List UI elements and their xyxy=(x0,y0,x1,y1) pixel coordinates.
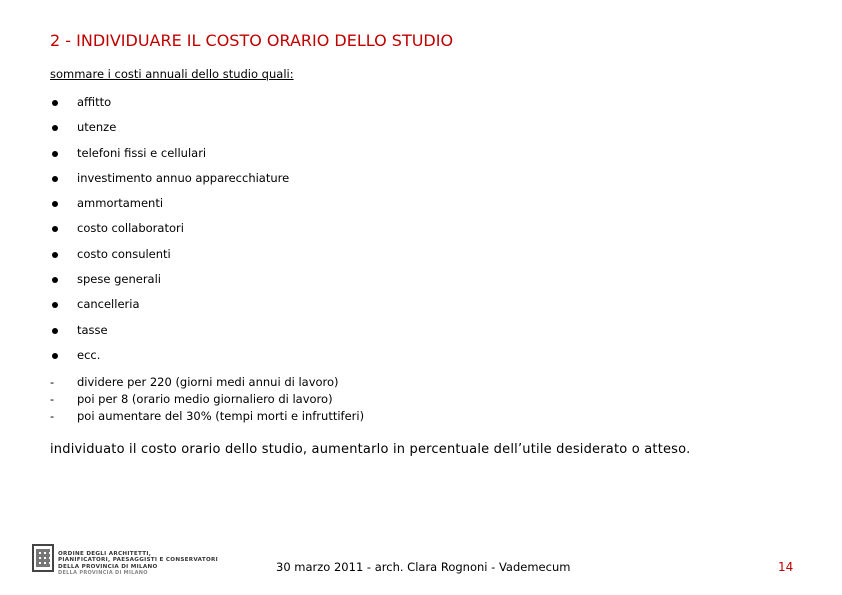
logo-line: ORDINE DEGLI ARCHITETTI, xyxy=(58,551,152,557)
list-item-label: spese generali xyxy=(77,272,161,287)
bullet-icon xyxy=(52,201,58,207)
list-item-label: ecc. xyxy=(77,347,101,362)
list-item-label: tasse xyxy=(77,322,108,337)
logo-line: DELLA PROVINCIA DI MILANO xyxy=(58,563,158,570)
bullet-icon xyxy=(52,277,58,283)
bullet-icon xyxy=(52,353,58,359)
list-item-label: costo collaboratori xyxy=(77,221,184,236)
footer-text: 30 marzo 2011 - arch. Clara Rognoni - Vademecum xyxy=(276,560,571,574)
page-number: 14 xyxy=(778,560,794,574)
dash-marker: - xyxy=(50,375,55,389)
list-item-label: telefoni fissi e cellulari xyxy=(77,145,207,160)
order-logo xyxy=(30,542,240,586)
bullet-icon xyxy=(52,100,58,106)
list-item-label: affitto xyxy=(77,95,112,109)
list-item-label: investimento annuo apparecchiature xyxy=(77,170,290,185)
list-item-label: ammortamenti xyxy=(77,196,164,211)
bullet-icon xyxy=(52,226,58,232)
slide-title: 2 - INDIVIDUARE IL COSTO ORARIO DELLO STUDIO xyxy=(50,31,454,50)
dash-marker: - xyxy=(50,392,55,406)
list-item-label: costo consulenti xyxy=(77,246,171,261)
step-label: dividere per 220 (giorni medi annui di lavoro) xyxy=(77,375,339,389)
bullet-icon xyxy=(52,176,58,182)
intro-text: sommare i costi annuali dello studio quali: xyxy=(50,67,294,81)
bullet-icon xyxy=(52,151,58,157)
bullet-icon xyxy=(52,328,58,334)
list-item-label: cancelleria xyxy=(77,297,140,312)
dash-marker: - xyxy=(50,409,55,423)
step-label: poi per 8 (orario medio giornaliero di lavoro) xyxy=(77,392,333,406)
logo-line: DELLA PROVINCIA DI MILANO xyxy=(58,569,148,576)
bullet-icon xyxy=(52,125,58,131)
bullet-icon xyxy=(52,252,58,258)
logo-text xyxy=(58,551,218,576)
logo-line: PIANIFICATORI, PAESAGGISTI E CONSERVATORI xyxy=(58,557,219,564)
bullet-icon xyxy=(52,302,58,308)
logo-icon xyxy=(32,544,54,572)
conclusion-text: individuato il costo orario dello studio, aumentarlo in percentuale dell’utile desiderato o atteso. xyxy=(50,442,691,457)
step-label: poi aumentare del 30% (tempi morti e infruttiferi) xyxy=(77,409,365,423)
list-item-label: utenze xyxy=(77,120,117,135)
